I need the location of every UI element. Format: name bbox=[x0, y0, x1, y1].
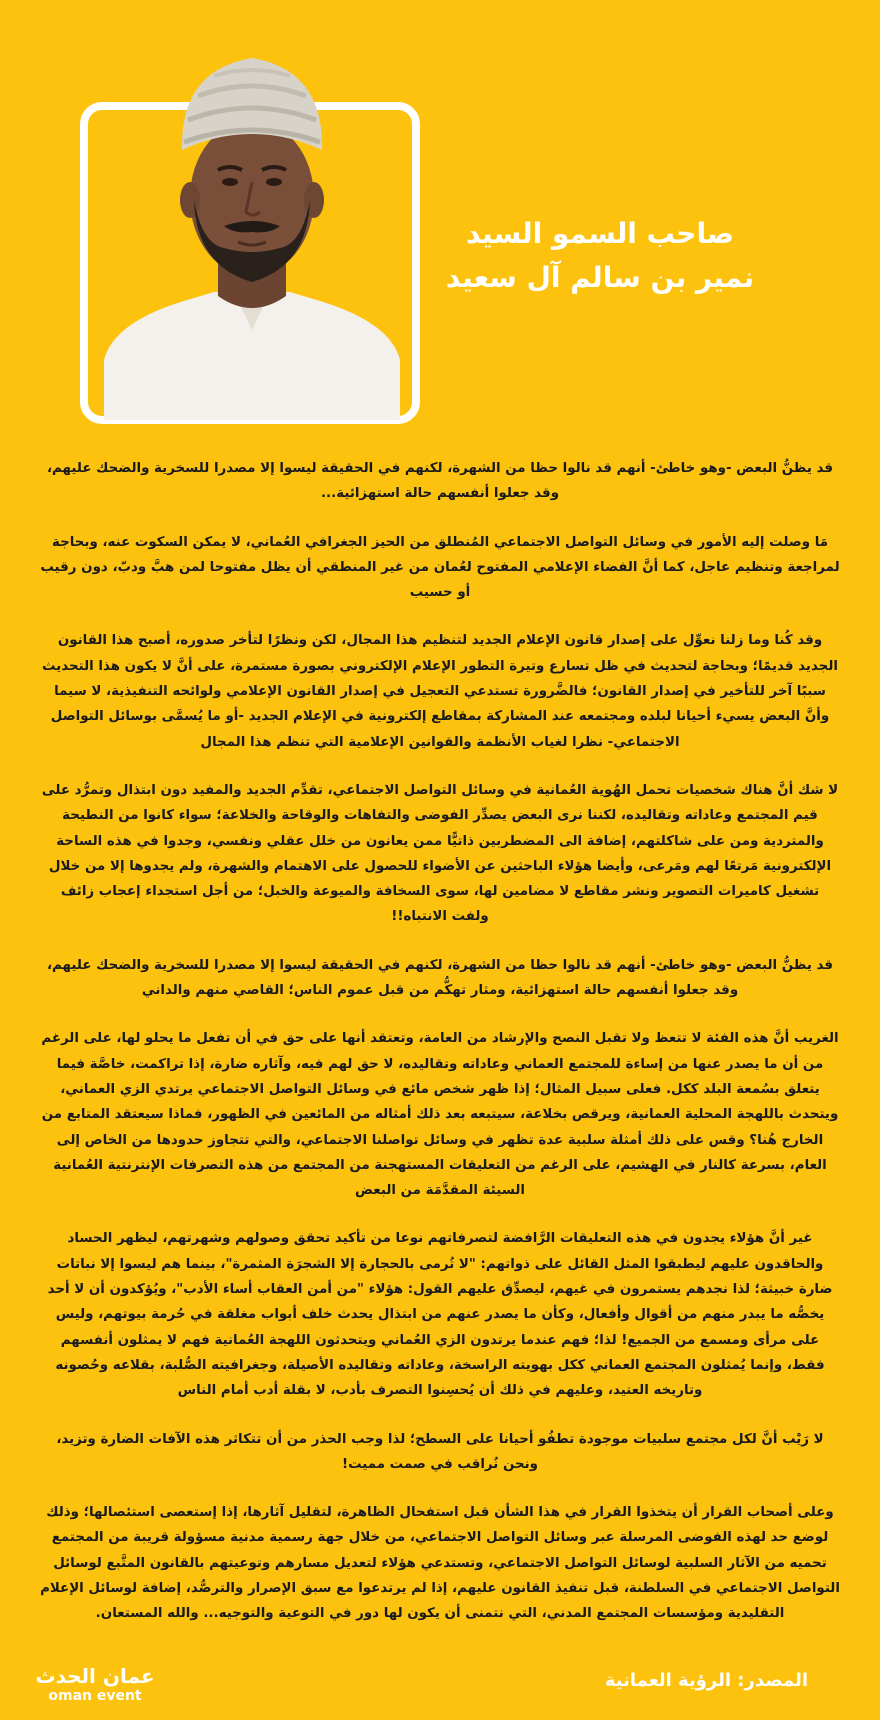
oman-event-logo bbox=[30, 1664, 160, 1714]
article-paragraph: قد يظنُّ البعض -وهو خاطئ- أنهم قد نالوا حظا من الشهرة، لكنهم في الحقيقة ليسوا إلا مصدرا للسخرية والضحك عليهم، وقد جعلوا أنفسهم حالة استهزائية، ومثار تهكُّم من قبل عموم الناس؛ القاصي منهم والداني bbox=[46, 957, 834, 999]
article-paragraph: وعلى أصحاب القرار أن يتخذوا القرار في هذا الشأن قبل استفحال الظاهرة، لتقليل آثارها، إذا إستعصى استئصالها؛ وذلك لوضع حد لهذه الفوضى المرسلة عبر وسائل التواصل الاجتماعي، من خلال جهة رسمية مدنية مسؤولة قريبة من المجتمع تحميه من الآثار السلبية لوسائل التواصل الاجتماعي، وتستدعي هؤلاء لتعديل مسارهم وتوعيتهم بالقانون المتَّبع لوسائل التواصل الاجتماعي في السلطنة، قبل تنفيذ القانون عليهم، إذا لم يرتدعوا مع سبق الإصرار والترصُّد، إضافة لوسائل الإعلام التقليدية ومؤسسات المجتمع المدني، التي نتمنى أن يكون لها دور في التوعية والتوجيه... والله المستعان. bbox=[40, 1505, 840, 1622]
article-paragraph: الغريب أنَّ هذه الفئة لا تتعظ ولا تقبل النصح والإرشاد من العامة، وتعتقد أنها على حق في أن تفعل ما يحلو لها، على الرغم من أن ما يصدر عنها من إساءة للمجتمع العماني وعاداته وتقاليده، لا حق لهم فيه، وآثاره ضارة، إذا تراكمت، خاصَّة فيما يتعلق بسُمعة البلد ككل. فعلى سبيل المثال؛ إذا ظهر شخص مائع في وسائل التواصل الاجتماعي يرتدي الزي العماني، ويتحدث باللهجة المحلية العمانية، ويرقص بخلاعة، سيتبعه بعد ذلك أمثاله من المائعين في الظهور، فماذا سيعتقد المتابع من الخارج هُنا؟ وقس على ذلك أمثلة سلبية عدة تظهر في وسائل تواصلنا الاجتماعي، والتي تتجاوز حدودها من الخاص إلى العام، بسرعة كالنار في الهشيم، على الرغم من التعليقات المستهجنة من المجتمع من هذه التصرفات الإنترنتية العُمانية السيئة المقدَّمَة من البعض bbox=[41, 1031, 839, 1199]
article-paragraph: غير أنَّ هؤلاء يجدون في هذه التعليقات الرَّافضة لتصرفاتهم نوعا من تأكيد تحقق وصولهم وشهرتهم، ليظهر الحساد والحاقدون عليهم ليطبقوا المثل القائل على ذواتهم: "لا تُرمى بالحجارة إلا الشجرَة المثمرة"، بينما هم ليسوا إلا نباتات ضارة خبيثة؛ لذا نجدهم يستمرون في غيهم، ليصدِّق عليهم القول: هؤلاء "من أمن العقاب أساء الأدب"، ويُؤكدون أن لا أحد يخصُّه ما يبدر منهم من أقوال وأفعال، وكأن ما يصدر عنهم من ابتذال يحدث خلف أبواب مغلقة في حُرمة بيوتهم، وليس على مرأى ومسمع من الجميع! لذا؛ فهم عندما يرتدون الزي العُماني ويتحدثون اللهجة العُمانية فهم لا يمثلون أنفسهم فقط، وإنما يُمثلون المجتمع العماني ككل بهويته الراسخة، وعاداته وتقاليده الأصيلة، وجغرافيته الصُّلبة، بقلاعه وحُصونه وتاريخه العتيد، وعليهم في ذلك أن يُحسِنوا التصرف بأدب، لا بقلة أدب أمام الناس bbox=[47, 1231, 833, 1399]
person-name bbox=[440, 212, 760, 300]
portrait-image bbox=[84, 30, 420, 420]
article-paragraph: وقد كُنا وما زلنا نعوِّل على إصدار قانون الإعلام الجديد لتنظيم هذا المجال، لكن ونظرًا لتأخر صدوره، أصبح هذا القانون الجديد قديمًا؛ وبحاجة لتحديث في ظل تسارع وتيرة التطور الإعلام الإلكتروني بصورة مستمرة، على أنَّ لا يكون هذا التحديث سببًا آخر للتأخير في إصدار القانون؛ فالضَّرورة تستدعي التعجيل في إصدار القانون الإعلامي ولوائحه التنفيذية، لا سيما وأنَّ البعض يسيء أحيانا لبلده ومجتمعه عند المشاركة بمقاطع إلكترونية في الإعلام الجديد -أو ما يُسمَّى بوسائل التواصل الاجتماعي- نظرا لغياب الأنظمة والقوانين الإعلامية التي تنظم هذا المجال bbox=[42, 633, 838, 750]
article-body bbox=[40, 456, 840, 1650]
person-title: صاحب السمو السيد bbox=[465, 217, 735, 250]
article-paragraph: لا شك أنَّ هناك شخصيات تحمل الهُوية العُمانية في وسائل التواصل الاجتماعي، تقدِّم الجديد والمفيد دون ابتذال وتمرُّد على قيم المجتمع وعاداته وتقاليده، لكننا نرى البعض يصدِّر الفوضى والتفاهات والوقاحة والخلاعة؛ سواء كانوا من النطيحة والمتردية ومن على شاكلتهم، إضافة الى المضطربين ذاتيًّا ممن يعانون من خلل عقلي ونفسي، وجدوا في هذه الساحة الإلكترونية مَرتعًا لهم ومَرعى، وأيضا هؤلاء الباحثين عن الأضواء للحصول على الاهتمام والشهرة، ولم يجدوها إلا من خلال تشغيل كاميرات التصوير ونشر مقاطع لا مضامين لها، سوى السخافة والميوعة والخبل؛ من أجل استجداء إعجاب زائف ولفت الانتباه!! bbox=[41, 782, 839, 925]
article-paragraph: لا رَيْب أنَّ لكل مجتمع سلبيات موجودة تطفُو أحيانا على السطح؛ لذا وجب الحذر من أن تتكاثر هذه الآفات الضارة وتزيد، ونحن نُراقب في صمت مميت! bbox=[56, 1431, 824, 1472]
source-credit: المصدر: الرؤية العمانية bbox=[604, 1670, 808, 1691]
logo-arabic-text: عمان الحدث bbox=[35, 1664, 155, 1688]
article-paragraph: قد يظنُّ البعض -وهو خاطئ- أنهم قد نالوا حظا من الشهرة، لكنهم في الحقيقة ليسوا إلا مصدرا للسخرية والضحك عليهم، وقد جعلوا أنفسهم حالة استهزائية... bbox=[46, 461, 834, 502]
footer bbox=[0, 1660, 880, 1720]
article-paragraph: مَا وصلت إليه الأمور في وسائل التواصل الاجتماعي المُنطلق من الحيز الجغرافي العُماني، لا يمكن السكوت عنه، وبحاجة لمراجعة وتنظيم عاجل، كما أنَّ الفضاء الإعلامي المفتوح لعُمان من غير المنطقي أن يظل مفتوحا لمن هبَّ ودبّ، دون رقيب أو حسيب bbox=[40, 534, 840, 601]
logo-english-text: oman event bbox=[48, 1688, 142, 1704]
header bbox=[0, 0, 880, 440]
person-full-name: نمير بن سالم آل سعيد bbox=[445, 261, 755, 294]
